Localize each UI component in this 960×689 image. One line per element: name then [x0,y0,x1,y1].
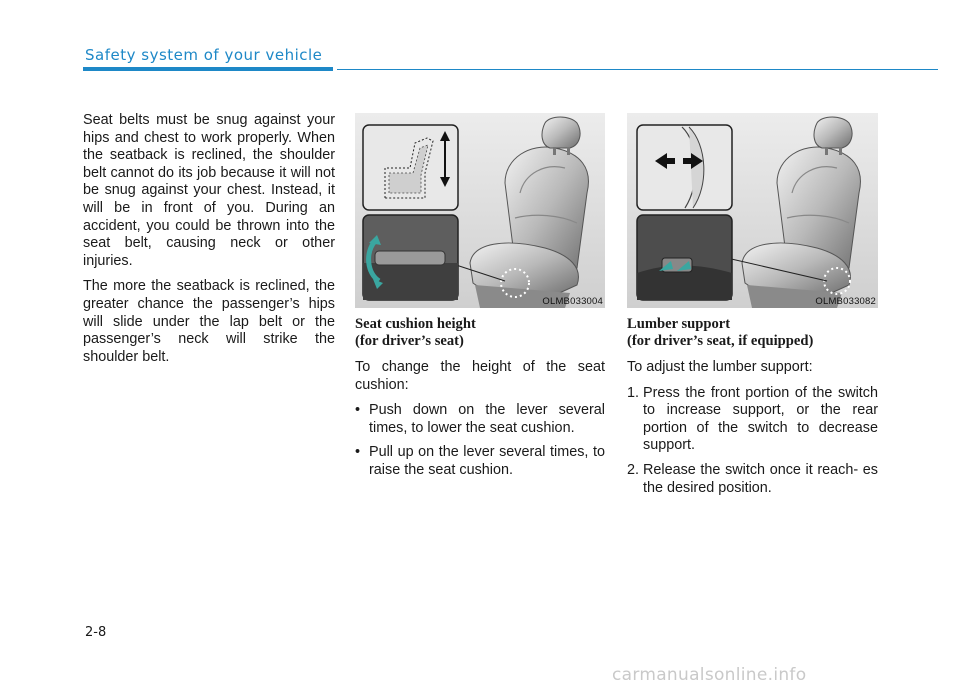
watermark-link[interactable]: carmanualsonline.info [612,665,807,685]
bullet-text: Pull up on the lever several times, to raise the seat cushion. [369,444,605,478]
seat-cushion-height-section [355,316,605,487]
list-item [627,385,878,455]
seat-cushion-title-line2: (for driver’s seat) [355,333,464,349]
lumbar-steps [627,385,878,498]
list-item [355,444,605,479]
figure-code-2: OLMB033082 [815,296,876,307]
step-number: 1. [627,384,640,401]
seat-height-lever-illustration-icon [355,113,605,308]
bullet-mark: • [355,402,361,419]
step-number: 2. [627,461,640,478]
seat-cushion-title [355,316,605,350]
step-text: Press the front portion of the switch to increase support, or the rear portion of the switch to decrease support. [643,384,878,454]
figure-code-1: OLMB033004 [542,296,603,307]
section-header-title: Safety system of your vehicle [85,46,323,64]
list-item [355,402,605,437]
list-item [627,462,878,497]
intro-column [83,112,335,374]
seat-height-figure [355,113,605,308]
lumbar-support-switch-illustration-icon [627,113,878,308]
page-number: 2-8 [85,625,107,640]
bullet-mark: • [355,444,361,461]
lumbar-support-section [627,316,878,504]
step-text: Release the switch once it reach- es the desired position. [643,461,878,496]
seat-cushion-bullets [355,402,605,479]
intro-paragraph-2: The more the seatback is reclined, the greater chance the passenger’s hips will slide under the lap belt or the passenger’s neck will strike the shoulder belt. [83,278,335,365]
lumbar-title [627,316,878,350]
lumbar-intro: To adjust the lumber support: [627,359,813,375]
header-rule-thin [337,69,938,70]
seat-cushion-intro: To change the height of the seat cushion: [355,359,605,393]
lumbar-title-line1: Lumber support [627,316,731,332]
lumbar-title-line2: (for driver’s seat, if equipped) [627,333,814,349]
intro-paragraph-1: Seat belts must be snug against your hips and chest to work properly. When the seatback is reclined, the shoulder belt cannot do its job because it will not be snug against your chest. Instead, it will be in front of you. During an accident, you could be thrown into the seat belt, causing neck or other injuries. [83,112,335,269]
lumbar-support-figure [627,113,878,308]
bullet-text: Push down on the lever several times, to lower the seat cushion. [369,402,605,436]
header-rule-thick [83,67,333,71]
seat-cushion-title-line1: Seat cushion height [355,316,476,332]
